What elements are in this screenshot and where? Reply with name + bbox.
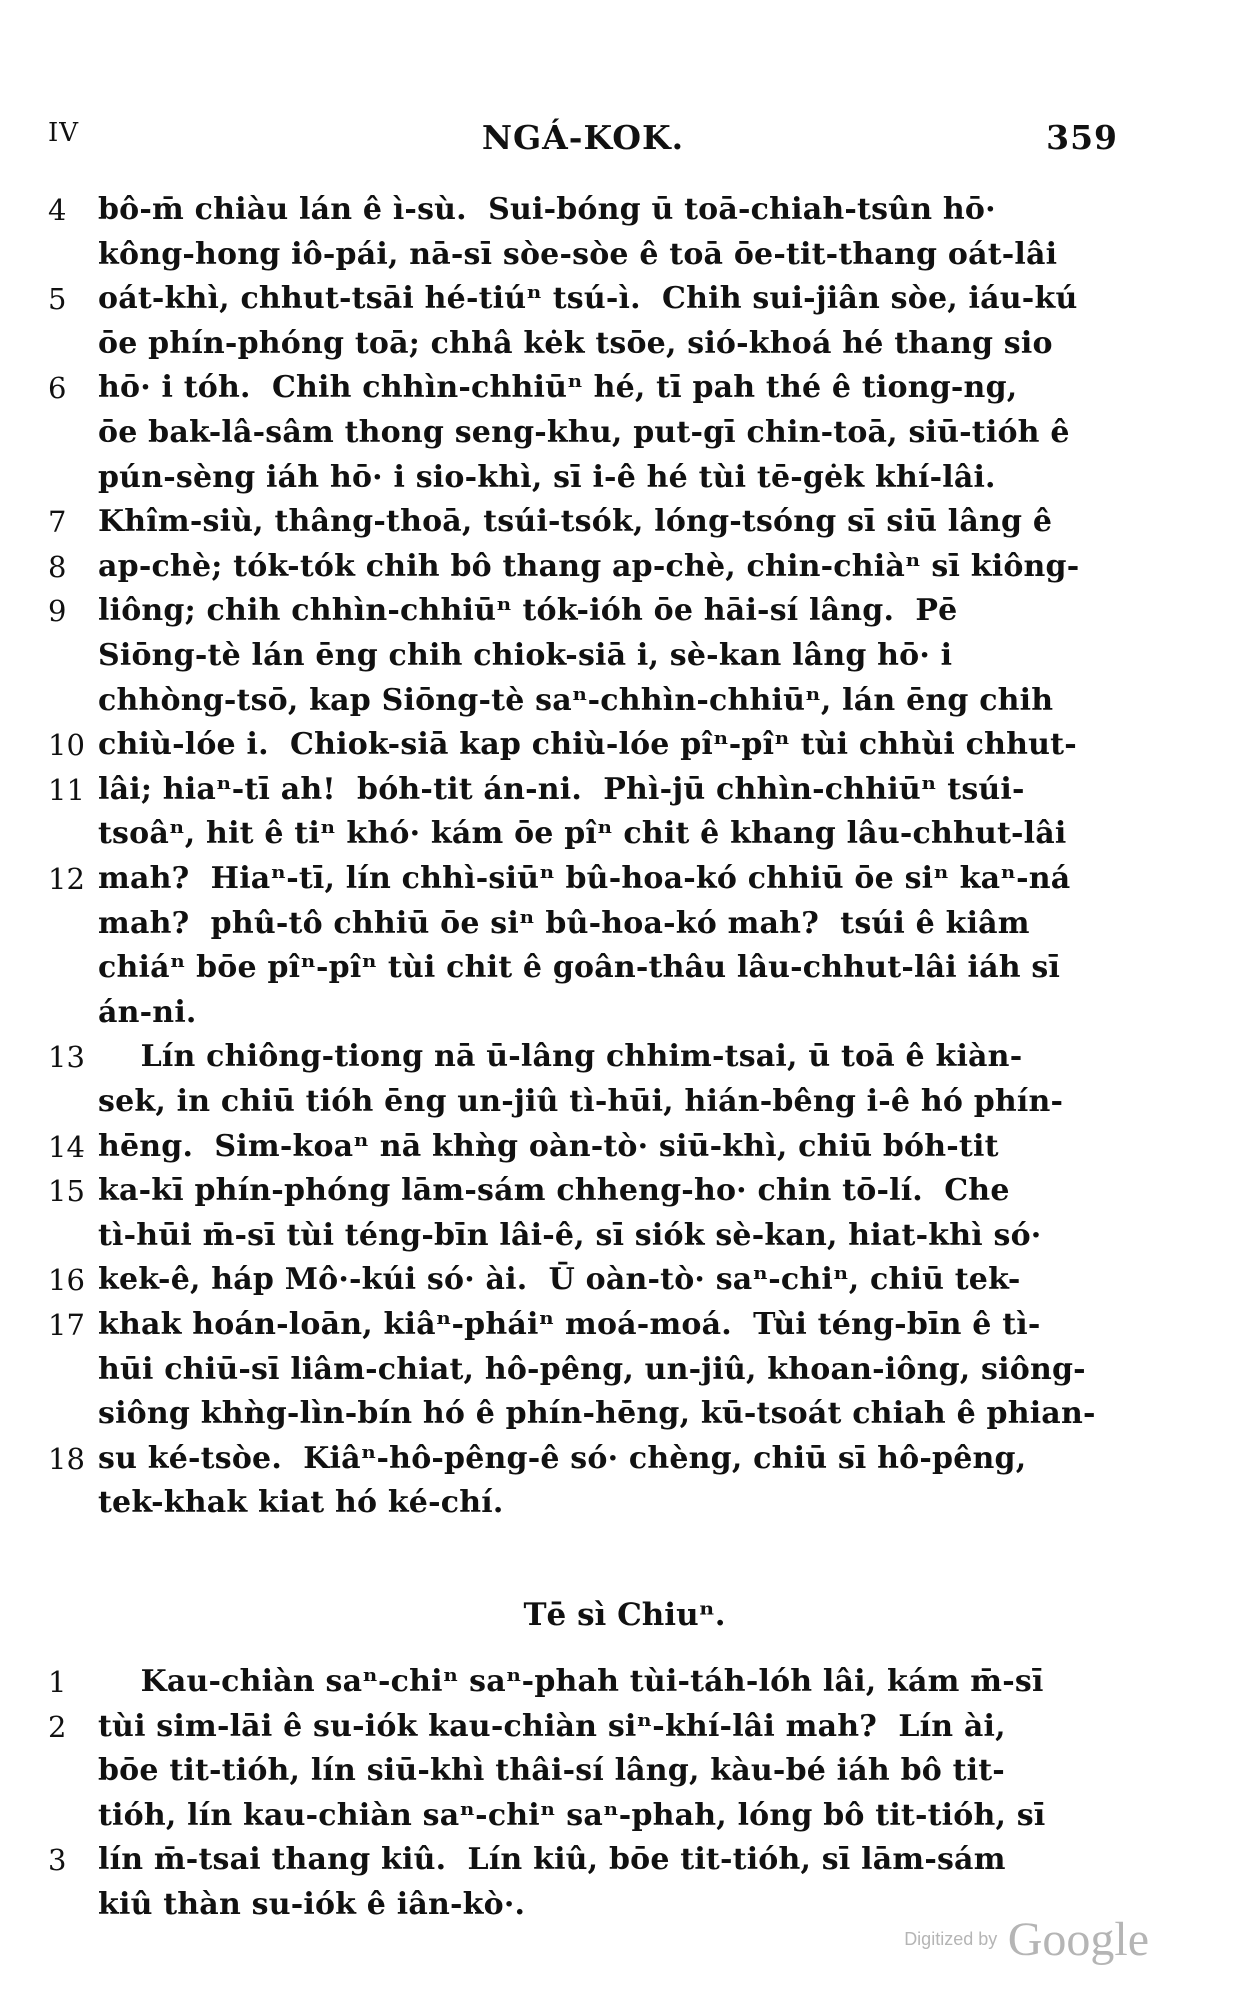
verse-number: 10 [48, 728, 85, 763]
line-text: siông khǹg-lìn-bín hó ê phín-hēng, kū-tsoát chiah ê phian- [98, 1396, 1096, 1432]
line-text: tsoâⁿ, hit ê tiⁿ khó· kám ōe pîⁿ chit ê khang lâu-chhut-lâi [98, 816, 1067, 852]
line-text: án-ni. [98, 994, 197, 1030]
text-line [48, 768, 1128, 812]
verse-number: 3 [48, 1843, 67, 1878]
text-line [48, 1348, 1128, 1392]
verse-number: 1 [48, 1665, 67, 1699]
text-line [48, 902, 1128, 946]
text-line [48, 1660, 1128, 1704]
text-line [48, 233, 1128, 277]
line-text: ōe phín-phóng toā; chhâ kėk tsōe, sió-khoá hé thang sio [98, 325, 1053, 361]
text-line [48, 1303, 1128, 1347]
text-line [48, 456, 1128, 500]
text-line [48, 589, 1128, 633]
chapter-marker: IV [48, 118, 80, 148]
line-text: mah? phû-tô chhiū ōe siⁿ bû-hoa-kó mah? tsúi ê kiâm [98, 905, 1030, 941]
verse-number: 13 [48, 1040, 85, 1075]
text-line [48, 946, 1128, 990]
line-text: ōe bak-lâ-sâm thong seng-khu, put-gī chin-toā, siū-tióh ê [98, 415, 1070, 450]
verse-number: 16 [48, 1263, 85, 1298]
verse-number: 8 [48, 549, 67, 584]
line-text: mah? Hiaⁿ-tī, lín chhì-siūⁿ bû-hoa-kó chhiū ōe siⁿ kaⁿ-ná [98, 861, 1071, 896]
text-line [48, 991, 1128, 1035]
line-text: su ké-tsòe. Kiâⁿ-hô-pêng-ê só· chèng, chiū sī hô-pêng, [98, 1440, 1027, 1476]
verse-number: 4 [48, 193, 67, 227]
line-text: Lín chiông-tiong nā ū-lâng chhim-tsai, ū toā ê kiàn- [98, 1039, 1023, 1075]
line-text: hō· i tóh. Chih chhìn-chhiūⁿ hé, tī pah thé ê tiong-ng, [98, 370, 1018, 406]
text-line [48, 1169, 1128, 1213]
verse-number: 17 [48, 1308, 85, 1342]
line-text: Khîm-siù, thâng-thoā, tsúi-tsók, lóng-tsóng sī siū lâng ê [98, 504, 1053, 540]
verse-number: 2 [48, 1709, 67, 1744]
running-title: NGÁ-KOK. [481, 118, 685, 157]
line-text: chiáⁿ bōe pîⁿ-pîⁿ tùi chit ê goân-thâu lâu-chhut-lâi iáh sī [98, 950, 1061, 986]
line-text: chiù-lóe i. Chiok-siā kap chiù-lóe pîⁿ-pîⁿ tùi chhùi chhut- [98, 727, 1077, 763]
line-text: kông-hong iô-pái, nā-sī sòe-sòe ê toā ōe-tit-thang oát-lâi [98, 236, 1058, 272]
text-line [48, 1749, 1128, 1793]
text-line [48, 1080, 1128, 1124]
line-text: hēng. Sim-koaⁿ nā khǹg oàn-tò· siū-khì, chiū bóh-tit [98, 1128, 999, 1164]
text-line [48, 1481, 1128, 1525]
text-line [48, 812, 1128, 856]
text-line [48, 1437, 1128, 1481]
section-title: Tē sì Chiuⁿ. [523, 1597, 726, 1633]
line-text: sek, in chiū tióh ēng un-jiû tì-hūi, hián-bêng i-ê hó phín- [98, 1084, 1064, 1119]
text-line [48, 500, 1128, 544]
google-logo: Google [1007, 1913, 1149, 1966]
line-text: kek-ê, háp Mô·-kúi só· ài. Ū oàn-tò· saⁿ-chiⁿ, chiū tek- [98, 1262, 1021, 1298]
line-text: Siōng-tè lán ēng chih chiok-siā i, sè-kan lâng hō· i [98, 638, 953, 673]
text-line [48, 1214, 1128, 1258]
line-text: tùi sim-lāi ê su-iók kau-chiàn siⁿ-khí-lâi mah? Lín ài, [98, 1708, 1006, 1744]
verse-number: 14 [48, 1129, 85, 1164]
text-line [48, 545, 1128, 589]
text-line [48, 857, 1128, 901]
text-line [48, 411, 1128, 455]
line-text: ka-kī phín-phóng lām-sám chheng-ho· chin tō-lí. Che [98, 1173, 1010, 1209]
text-line [48, 188, 1128, 232]
text-line [48, 679, 1128, 723]
line-text: oát-khì, chhut-tsāi hé-tiúⁿ tsú-ì. Chih sui-jiân sòe, iáu-kú [98, 281, 1078, 317]
line-text: liông; chih chhìn-chhiūⁿ tók-ióh ōe hāi-sí lâng. Pē [98, 593, 958, 629]
verse-number: 12 [48, 862, 85, 896]
line-text: bōe tit-tióh, lín siū-khì thâi-sí lâng, kàu-bé iáh bô tit- [98, 1753, 1005, 1789]
text-line [48, 723, 1128, 767]
text-line [48, 1392, 1128, 1436]
text-line [48, 1258, 1128, 1302]
line-text: tióh, lín kau-chiàn saⁿ-chiⁿ saⁿ-phah, lóng bô tit-tióh, sī [98, 1797, 1046, 1833]
verse-number: 7 [48, 505, 67, 540]
text-line [48, 1035, 1128, 1079]
verse-number: 5 [48, 282, 67, 317]
line-text: bô-m̄ chiàu lán ê ì-sù. Sui-bóng ū toā-chiah-tsûn hō· [98, 192, 996, 227]
text-line [48, 366, 1128, 410]
text-line [48, 634, 1128, 678]
text-line [48, 322, 1128, 366]
text-line [48, 277, 1128, 321]
verse-number: 9 [48, 594, 67, 629]
text-line [48, 1794, 1128, 1838]
line-text: tek-khak kiat hó ké-chí. [98, 1485, 504, 1521]
text-line [48, 1838, 1128, 1882]
text-line [48, 1125, 1128, 1169]
verse-number: 11 [48, 772, 85, 807]
verse-number: 15 [48, 1174, 85, 1209]
page-number: 359 [1046, 118, 1118, 157]
digitized-footer [904, 1912, 1149, 1967]
line-text: tì-hūi m̄-sī tùi téng-bīn lâi-ê, sī siók sè-kan, hiat-khì só· [98, 1217, 1042, 1253]
text-line [48, 1705, 1128, 1749]
line-text: pún-sèng iáh hō· i sio-khì, sī i-ê hé tùi tē-gėk khí-lâi. [98, 459, 996, 495]
line-text: hūi chiū-sī liâm-chiat, hô-pêng, un-jiû, khoan-iông, siông- [98, 1351, 1086, 1387]
line-text: lín m̄-tsai thang kiû. Lín kiû, bōe tit-tióh, sī lām-sám [98, 1842, 1006, 1878]
verse-number: 18 [48, 1441, 85, 1476]
line-text: khak hoán-loān, kiâⁿ-pháiⁿ moá-moá. Tùi téng-bīn ê tì- [98, 1307, 1041, 1342]
digitized-label: Digitized by [904, 1929, 998, 1949]
page-header [48, 118, 1118, 168]
line-text: ap-chè; tók-tók chih bô thang ap-chè, chin-chiàⁿ sī kiông- [98, 548, 1080, 584]
verse-number: 6 [48, 371, 67, 406]
line-text: lâi; hiaⁿ-tī ah! bóh-tit án-ni. Phì-jū chhìn-chhiūⁿ tsúi- [98, 771, 1025, 807]
line-text: kiû thàn su-iók ê iân-kò·. [98, 1887, 526, 1922]
line-text: Kau-chiàn saⁿ-chiⁿ saⁿ-phah tùi-táh-lóh lâi, kám m̄-sī [98, 1664, 1044, 1699]
line-text: chhòng-tsō, kap Siōng-tè saⁿ-chhìn-chhiūⁿ, lán ēng chih [98, 682, 1054, 718]
